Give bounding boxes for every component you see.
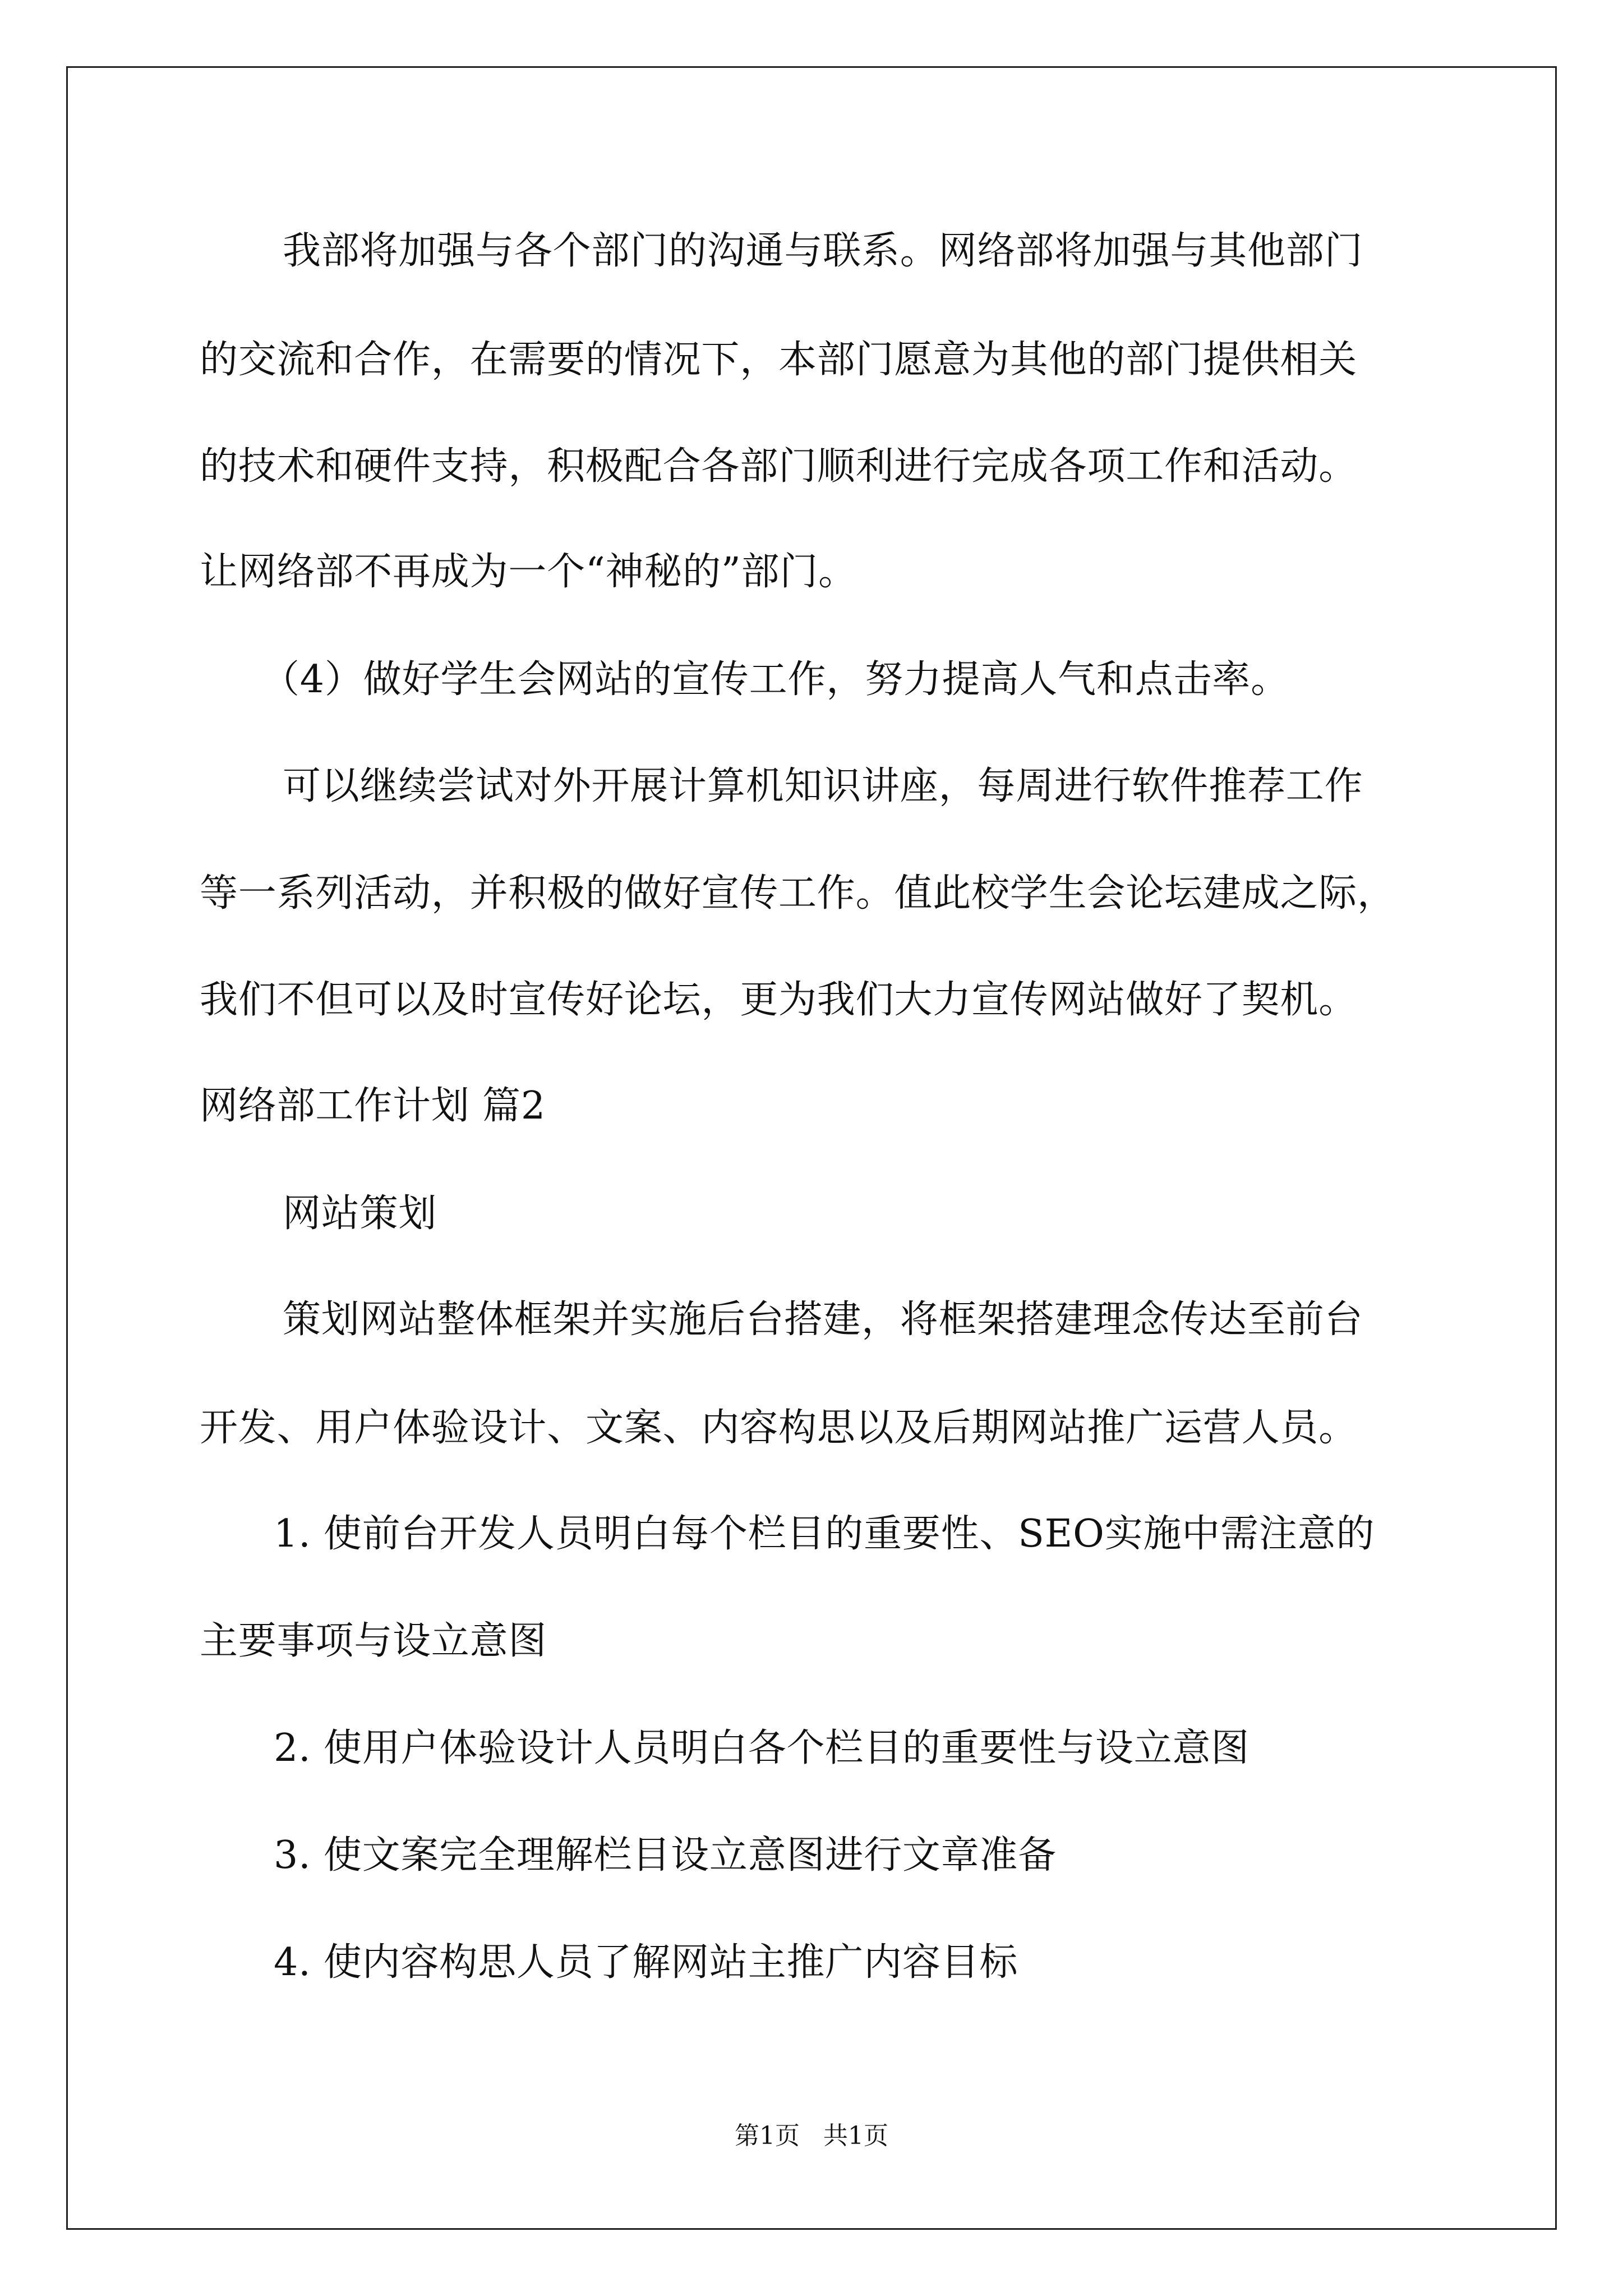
body-line: 的交流和合作，在需要的情况下，本部门愿意为其他的部门提供相关 xyxy=(200,338,1358,382)
body-line: 开发、用户体验设计、文案、内容构思以及后期网站推广运营人员。 xyxy=(200,1406,1358,1450)
list-item: 2. 使用户体验设计人员明白各个栏目的重要性与设立意图 xyxy=(274,1726,1250,1770)
list-item: 3. 使文案完全理解栏目设立意图进行文章准备 xyxy=(274,1833,1057,1878)
body-line: 的技术和硬件支持，积极配合各部门顺利进行完成各项工作和活动。 xyxy=(200,444,1358,489)
list-item: 4. 使内容构思人员了解网站主推广内容目标 xyxy=(274,1940,1018,1985)
page-footer: 第1页 共1页 xyxy=(735,2122,888,2150)
body-line: 策划网站整体框架并实施后台搭建，将框架搭建理念传达至前台 xyxy=(283,1297,1363,1342)
subsection-heading: 网站策划 xyxy=(283,1191,437,1236)
list-item-continuation: 主要事项与设立意图 xyxy=(200,1619,547,1663)
body-line: 让网络部不再成为一个“神秘的”部门。 xyxy=(200,550,857,594)
body-line: 可以继续尝试对外开展计算机知识讲座，每周进行软件推荐工作 xyxy=(283,764,1363,808)
body-line: 等一系列活动，并积极的做好宣传工作。值此校学生会论坛建成之际， xyxy=(200,871,1396,915)
body-line: （4）做好学生会网站的宣传工作，努力提高人气和点击率。 xyxy=(261,657,1289,702)
list-item: 1. 使前台开发人员明白每个栏目的重要性、SEO实施中需注意的 xyxy=(274,1512,1375,1556)
section-heading: 网络部工作计划 篇2 xyxy=(200,1084,546,1128)
page-border xyxy=(66,66,1557,2230)
body-line: 我部将加强与各个部门的沟通与联系。网络部将加强与其他部门 xyxy=(283,229,1363,273)
body-line: 我们不但可以及时宣传好论坛，更为我们大力宣传网站做好了契机。 xyxy=(200,978,1358,1022)
